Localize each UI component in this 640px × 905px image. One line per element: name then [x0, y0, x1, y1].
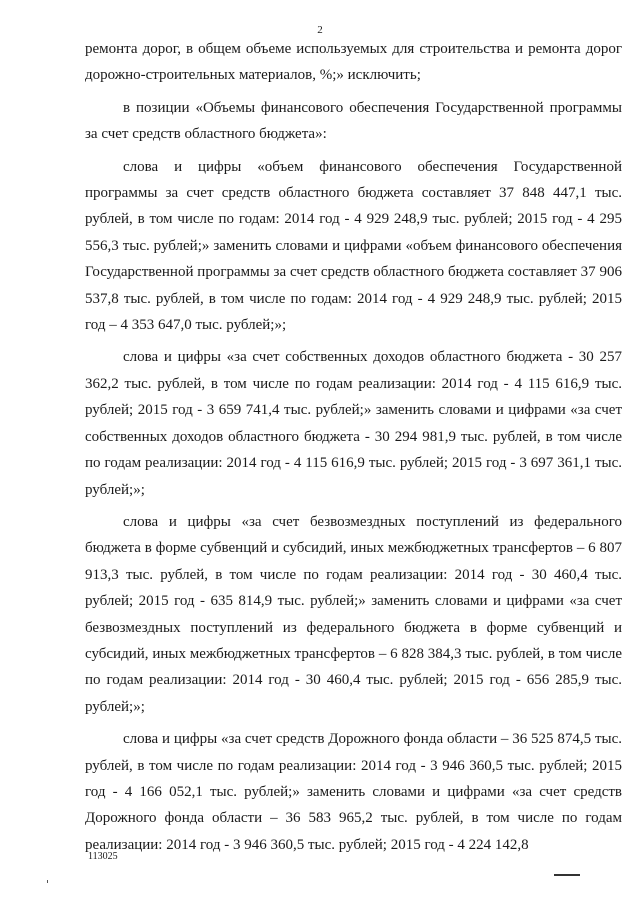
paragraph-total-funding: слова и цифры «объем финансового обеспечения Государственной программы за счет средств областного бюджета составляет 37 848 447,1 тыс. рублей, в том числе по годам: 2014 год - 4 929 248,9 тыс. рублей; 2015 год - 4 295 556,3 тыс. рублей;» заменить словами и цифрами «объем финансового обеспечения Государственной программы за счет средств областного бюджета составляет 37 906 537,8 тыс. рублей, в том числе по годам: 2014 год - 4 929 248,9 тыс. рублей; 2015 год – 4 353 647,0 тыс. рублей;»; — [85, 158, 622, 334]
page-number: 2 — [317, 24, 323, 36]
paragraph-road-fund: слова и цифры «за счет средств Дорожного фонда области – 36 525 874,5 тыс. рублей, в том числе по годам реализации: 2014 год - 3 946 360,5 тыс. рублей; 2015 год - 4 166 052,1 тыс. рублей;» заменить словами и цифрами «за счет средств Дорожного фонда области – 36 583 965,2 тыс. рублей, в том числе по годам реализации: 2014 год - 3 946 360,5 тыс. рублей; 2015 год - 4 224 142,8 — [85, 731, 622, 853]
document-code: 113025 — [88, 851, 118, 862]
scan-artifact-line — [554, 874, 580, 876]
paragraph-federal-transfers: слова и цифры «за счет безвозмездных поступлений из федерального бюджета в форме субвенций и субсидий, иных межбюджетных трансфертов – 6 807 913,3 тыс. рублей, в том числе по годам реализации: 2014 год - 30 460,4 тыс. рублей; 2015 год - 635 814,9 тыс. рублей;» заменить словами и цифрами «за счет безвозмездных поступлений из федерального бюджета в форме субвенций и субсидий, иных межбюджетных трансфертов – 6 828 384,3 тыс. рублей, в том числе по годам реализации: 2014 год - 30 460,4 тыс. рублей; 2015 год - 656 285,9 тыс. рублей;»; — [85, 513, 622, 715]
document-body — [85, 36, 622, 858]
scan-artifact-dot — [47, 880, 48, 883]
paragraph-continuation: ремонта дорог, в общем объеме используемых для строительства и ремонта дорог дорожно-строительных материалов, %;» исключить; — [85, 41, 622, 84]
paragraph-position: в позиции «Объемы финансового обеспечения Государственной программы за счет средств областного бюджета»: — [85, 99, 622, 143]
paragraph-own-revenue: слова и цифры «за счет собственных доходов областного бюджета - 30 257 362,2 тыс. рублей, в том числе по годам реализации: 2014 год - 4 115 616,9 тыс. рублей; 2015 год - 3 659 741,4 тыс. рублей;» заменить словами и цифрами «за счет собственных доходов областного бюджета - 30 294 981,9 тыс. рублей, в том числе по годам реализации: 2014 год - 4 115 616,9 тыс. рублей; 2015 год - 3 697 361,1 тыс. рублей;»; — [85, 349, 622, 498]
